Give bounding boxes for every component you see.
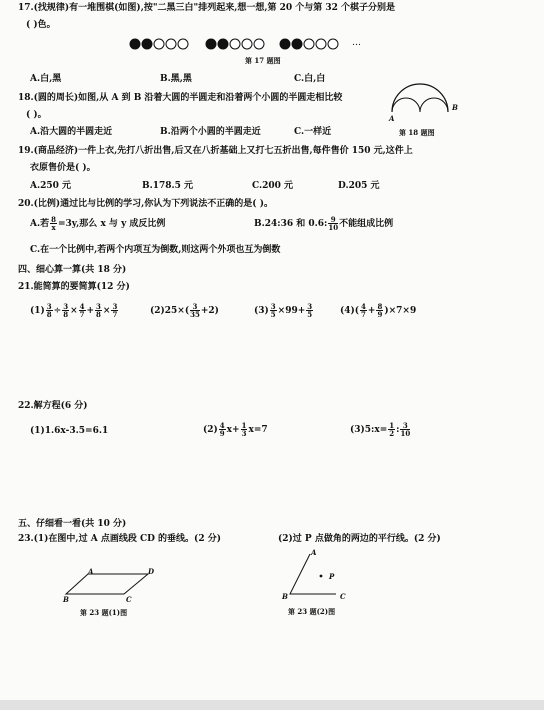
- q19-stem-line1: 19.(商品经济)一件上衣,先打八折出售,后又在八折基础上又打七五折出售,每件售价 150 元,这件上: [18, 146, 413, 156]
- q23-fig1-label-a: A: [88, 567, 94, 576]
- white-stone: [254, 39, 264, 49]
- q23-angle-figure: [288, 552, 358, 598]
- white-stone: [316, 39, 326, 49]
- q23-parallelogram-figure: [62, 570, 162, 600]
- white-stone: [304, 39, 314, 49]
- q21-title: 21.能简算的要简算(12 分): [18, 282, 130, 292]
- q22-title: 22.解方程(6 分): [18, 401, 88, 411]
- q23-fig2-label-c: C: [340, 592, 346, 601]
- q23-fig2-caption: 第 23 题(2)图: [288, 607, 336, 616]
- q17-go-stones-figure: [128, 37, 388, 51]
- black-stone: [292, 39, 302, 49]
- q20-option-c: C.在一个比例中,若两个内项互为倒数,则这两个外项也互为倒数: [30, 245, 281, 255]
- q17-stem-line1: 17.(找规律)有一堆围棋(如图),按"二黑三白"排列起来,想一想,第 20 个与第 32 个棋子分别是: [18, 3, 396, 13]
- black-stone: [206, 39, 216, 49]
- q18-semicircles-figure: [388, 80, 458, 120]
- q21-problem-1: (1) $\frac{3}{8}$ ÷ $\frac{3}{8}$ × $\frac{4}{7}$ + $\frac{3}{8}$ × $\frac{3}{7}$: [30, 302, 118, 319]
- q21-problem-2: (2)25×( $\frac{3}{35}$ +2): [150, 302, 219, 319]
- q17-figure-caption: 第 17 题图: [245, 56, 281, 65]
- white-stone: [242, 39, 252, 49]
- q18-label-b: B: [452, 103, 458, 112]
- q23-part-1: 23.(1)在图中,过 A 点画线段 CD 的垂线。(2 分): [18, 534, 221, 544]
- q22-equation-3: (3)5:x= $\frac{1}{2}$ : $\frac{3}{10}$: [350, 421, 411, 438]
- q22-equation-2: (2) $\frac{4}{9}$ x+ $\frac{1}{3}$ x=7: [203, 421, 268, 438]
- q20-option-a: A.若 $\frac{8}{x}$ =3y,那么 x 与 y 成反比例: [30, 215, 166, 232]
- q19-option-c: C.200 元: [252, 181, 294, 191]
- go-stone-groups: [130, 39, 338, 49]
- white-stone: [154, 39, 164, 49]
- q19-option-d: D.205 元: [338, 181, 380, 191]
- q23-fig2-label-p: P: [329, 572, 335, 581]
- q17-option-a: A.白,黑: [30, 74, 62, 84]
- q19-stem-line2: 衣原售价是( )。: [30, 163, 96, 173]
- q17-option-b: B.黑,黑: [160, 74, 192, 84]
- white-stone: [166, 39, 176, 49]
- q21-problem-4: (4)( $\frac{4}{7}$ + $\frac{8}{9}$ )×7×9: [340, 302, 417, 319]
- black-stone: [142, 39, 152, 49]
- q18-option-b: B.沿两个小圆的半圆走近: [160, 127, 261, 137]
- section-4-title: 四、细心算一算(共 18 分): [18, 265, 127, 275]
- q23-fig1-caption: 第 23 题(1)图: [80, 608, 128, 617]
- q23-fig1-label-c: C: [126, 595, 132, 604]
- black-stone: [130, 39, 140, 49]
- q23-part-2: (2)过 P 点做角的两边的平行线。(2 分): [278, 534, 441, 544]
- q21-problem-3: (3) $\frac{3}{5}$ ×99+ $\frac{3}{5}$: [254, 302, 313, 319]
- section-5-title: 五、仔细看一看(共 10 分): [18, 519, 127, 529]
- q18-figure-caption: 第 18 题图: [399, 128, 435, 137]
- q17-ellipsis: …: [352, 38, 361, 48]
- white-stone: [230, 39, 240, 49]
- q18-option-c: C.一样近: [294, 127, 332, 137]
- q17-stem-line2: ( )色。: [26, 20, 56, 30]
- q19-option-b: B.178.5 元: [142, 181, 194, 191]
- q19-option-a: A.250 元: [30, 181, 72, 191]
- q23-fig2-label-a: A: [311, 548, 317, 557]
- q18-option-a: A.沿大圆的半圆走近: [30, 127, 113, 137]
- viewer-bottom-bar: [0, 700, 544, 710]
- fraction: $\frac{8}{x}$: [51, 215, 56, 232]
- q17-option-c: C.白,白: [294, 74, 326, 84]
- q23-fig1-label-b: B: [63, 595, 69, 604]
- fraction: $\frac{9}{10}$: [328, 215, 339, 232]
- q23-fig1-label-d: D: [148, 567, 155, 576]
- q23-fig2-label-b: B: [282, 592, 288, 601]
- q20-option-b: B.24:36 和 0.6: $\frac{9}{10}$ 不能组成比例: [254, 215, 394, 232]
- q20-stem: 20.(比例)通过比与比例的学习,你认为下列说法不正确的是( )。: [18, 199, 273, 209]
- q18-stem-line2: ( )。: [26, 110, 47, 120]
- black-stone: [280, 39, 290, 49]
- white-stone: [178, 39, 188, 49]
- q18-stem-line1: 18.(圆的周长)如图,从 A 到 B 沿着大圆的半圆走和沿着两个小圆的半圆走相比较: [18, 93, 343, 103]
- q18-label-a: A: [389, 114, 395, 123]
- white-stone: [328, 39, 338, 49]
- black-stone: [218, 39, 228, 49]
- q22-equation-1: (1)1.6x-3.5=6.1: [30, 426, 109, 436]
